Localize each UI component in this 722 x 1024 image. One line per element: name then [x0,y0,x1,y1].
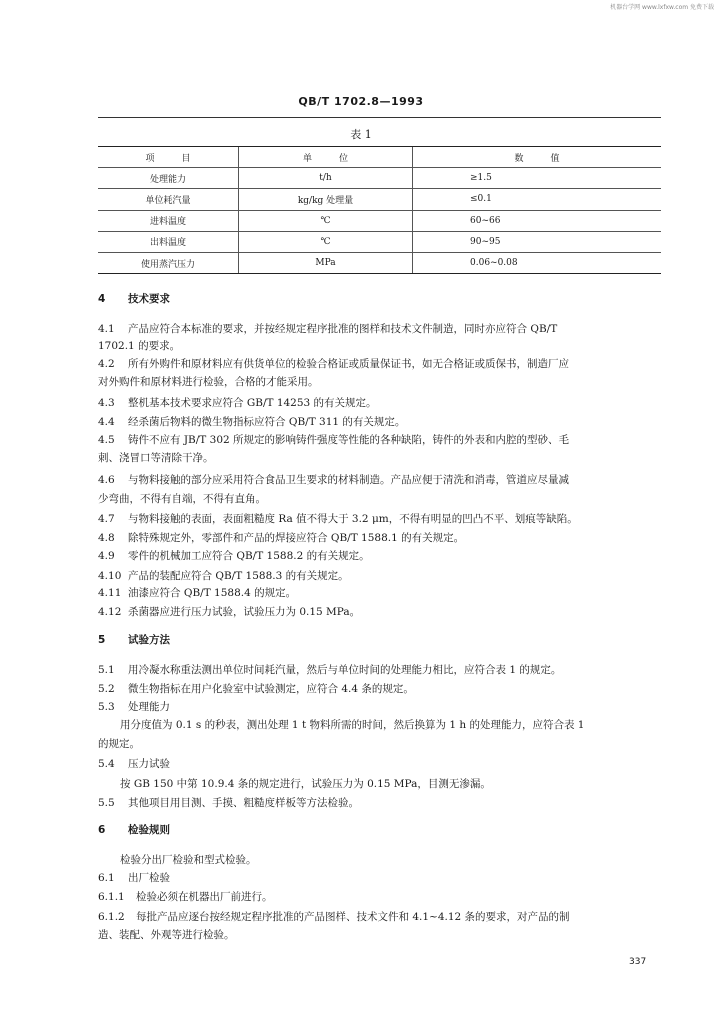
clause-4-2: 4.2 所有外购件和原材料应有供货单位的检验合格证或质量保证书，如无合格证或质保书，制造厂应 [98,358,569,370]
clause-5-4: 5.4 压力试验 [98,758,170,770]
clause-4-5: 4.5 铸件不应有 JB/T 302 所规定的影响铸件强度等性能的各种缺陷，铸件的外表和内腔的型砂、毛 [98,434,570,446]
table-title: 表 1 [350,128,372,141]
clause-5-3: 5.3 处理能力 [98,701,170,713]
clause-6-intro: 检验分出厂检验和型式检验。 [120,854,257,866]
clause-4-2-cont: 对外购件和原材料进行检验，合格的才能采用。 [98,376,319,388]
clause-4-9: 4.9 零件的机械加工应符合 QB/T 1588.2 的有关规定。 [98,550,370,562]
table-cell: 出料温度 [98,231,239,252]
clause-4-4: 4.4 经杀菌后物料的微生物指标应符合 QB/T 311 的有关规定。 [98,416,406,428]
table-header-cell: 单 位 [239,147,413,168]
table-cell: 单位耗汽量 [98,189,239,210]
clause-4-5-cont: 刺、浇冒口等清除干净。 [98,452,214,464]
table-row [98,231,661,252]
clause-5-4-body: 按 GB 150 中第 10.9.4 条的规定进行，试验压力为 0.15 MPa，目测无渗漏。 [120,778,491,790]
clause-4-6: 4.6 与物料接触的部分应采用符合食品卫生要求的材料制造。产品应便于清洗和消毒，管道应尽量减 [98,474,569,486]
standard-number-header: QB/T 1702.8—1993 [298,95,424,108]
table-cell: 使用蒸汽压力 [98,252,239,273]
header-rule [98,117,661,118]
table-cell: 90~95 [413,231,662,252]
clause-4-12: 4.12 杀菌器应进行压力试验，试验压力为 0.15 MPa。 [98,606,361,618]
table-row [98,210,661,231]
table-row [98,168,661,189]
clause-5-1: 5.1 用冷凝水称重法测出单位时间耗汽量，然后与单位时间的处理能力相比，应符合表 1 的规定。 [98,664,562,676]
watermark-text: 机器台学网 www.lxfxw.com 免费下载 [610,4,714,11]
table-cell: 60~66 [413,210,662,231]
table-cell: ≥1.5 [413,168,662,189]
clause-6-1-2-cont: 造、装配、外观等进行检验。 [98,929,235,941]
section-heading-5: 5 试验方法 [98,634,170,646]
clause-4-11: 4.11 油漆应符合 QB/T 1588.4 的规定。 [98,587,297,599]
table-cell: ℃ [239,210,413,231]
clause-4-1: 4.1 产品应符合本标准的要求，并按经规定程序批准的图样和技术文件制造，同时亦应符合 QB/T [98,323,558,335]
section-heading-4: 4 技术要求 [98,293,170,305]
table-cell: ℃ [239,231,413,252]
section-heading-6: 6 检验规则 [98,824,170,836]
clause-6-1-1: 6.1.1 检验必须在机器出厂前进行。 [98,891,273,903]
clause-4-1-cont: 1702.1 的要求。 [98,340,181,352]
spec-table [98,146,661,274]
clause-6-1-2: 6.1.2 每批产品应逐台按经规定程序批准的产品图样、技术文件和 4.1~4.12 条的要求，对产品的制 [98,911,570,923]
table-header-row [98,147,661,168]
table-row [98,189,661,210]
table-cell: t/h [239,168,413,189]
table-cell: ≤0.1 [413,189,662,210]
table-row [98,252,661,273]
clause-5-2: 5.2 微生物指标在用户化验室中试验测定，应符合 4.4 条的规定。 [98,683,414,695]
page-number: 337 [629,957,647,967]
table-header-cell: 项 目 [98,147,239,168]
clause-6-1: 6.1 出厂检验 [98,872,170,884]
clause-4-6-cont: 少弯曲，不得有自端，不得有直角。 [98,493,266,505]
table-cell: 处理能力 [98,168,239,189]
clause-5-3-body-cont: 的规定。 [98,738,140,750]
table-cell: MPa [239,252,413,273]
clause-5-5: 5.5 其他项目用目测、手摸、粗糙度样板等方法检验。 [98,797,359,809]
clause-4-10: 4.10 产品的装配应符合 QB/T 1588.3 的有关规定。 [98,570,349,582]
table-header-cell: 数 值 [413,147,662,168]
clause-4-8: 4.8 除特殊规定外，零部件和产品的焊接应符合 QB/T 1588.1 的有关规定。 [98,532,465,544]
clause-4-3: 4.3 整机基本技术要求应符合 GB/T 14253 的有关规定。 [98,397,377,409]
clause-4-7: 4.7 与物料接触的表面，表面粗糙度 Ra 值不得大于 3.2 μm，不得有明显的凹凸不平、划痕等缺陷。 [98,513,578,525]
clause-5-3-body: 用分度值为 0.1 s 的秒表，测出处理 1 t 物料所需的时间，然后换算为 1 h 的处理能力，应符合表 1 [120,719,585,731]
table-cell: 0.06~0.08 [413,252,662,273]
table-cell: 进料温度 [98,210,239,231]
table-cell: kg/kg 处理量 [239,189,413,210]
